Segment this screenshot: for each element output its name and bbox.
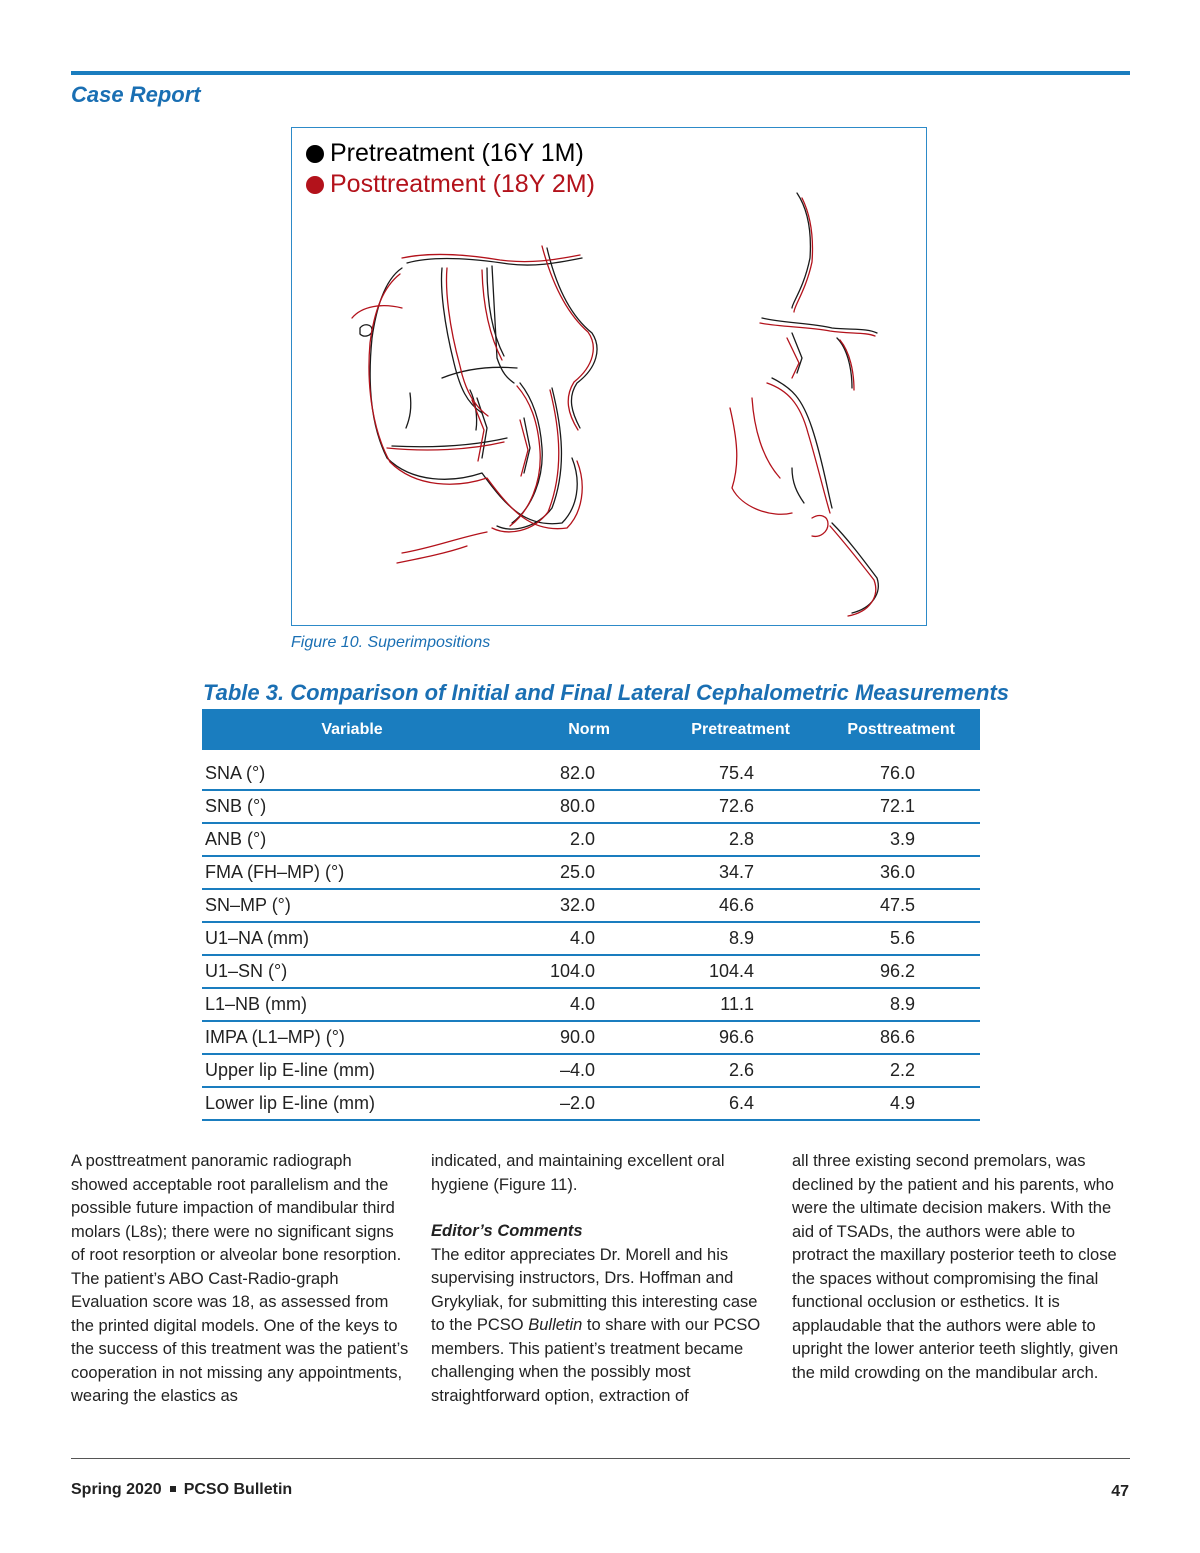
footer-issue [71,1481,292,1499]
cell-norm: 80.0 [502,790,620,823]
cell-norm: 25.0 [502,856,620,889]
table-spacer [202,750,980,758]
cell-posttreatment: 86.6 [820,1021,980,1054]
cell-norm: 104.0 [502,955,620,988]
cell-posttreatment: 36.0 [820,856,980,889]
cell-pretreatment: 96.6 [620,1021,820,1054]
cell-variable: SN–MP (°) [202,889,502,922]
cell-variable: ANB (°) [202,823,502,856]
column-header-posttreatment: Posttreatment [820,709,980,750]
legend-label-pretreatment: Pretreatment (16Y 1M) [330,139,584,167]
cell-posttreatment: 96.2 [820,955,980,988]
cephalometric-table [202,709,980,1121]
cell-norm: 32.0 [502,889,620,922]
cell-posttreatment: 3.9 [820,823,980,856]
cell-norm: –2.0 [502,1087,620,1120]
cell-norm: 2.0 [502,823,620,856]
cell-variable: U1–SN (°) [202,955,502,988]
legend-item-posttreatment [306,169,595,200]
body-column-1 [71,1150,411,1409]
legend-label-posttreatment: Posttreatment (18Y 2M) [330,170,595,198]
footer-season: Spring 2020 [71,1481,162,1498]
pretreatment-tracing [360,193,878,613]
table-row [202,758,980,790]
cell-variable: U1–NA (mm) [202,922,502,955]
cell-pretreatment: 34.7 [620,856,820,889]
header-rule [71,71,1130,75]
cell-norm: 4.0 [502,922,620,955]
cell-norm: 82.0 [502,758,620,790]
editor-text-a: The editor appreciates Dr. Morell and his supervising instructors, Drs. Hoffman and Grykyliak, for submitting this interesting case to the PCSO [431,1245,758,1334]
legend-dot-posttreatment [306,176,324,194]
table-row [202,1054,980,1087]
table-row [202,1021,980,1054]
body-paragraph-1: A posttreatment panoramic radiograph showed acceptable root parallelism and the possible future impaction of mandibular third molars (L8s); there were no significant signs of root resorption or alveolar bone resorption. The patient’s ABO Cast-Radio-graph Evaluation score was 18, as assessed from the printed digital models. One of the keys to the success of this treatment was the patient’s cooperation in not missing any appointments, wearing the elastics as [71,1152,409,1405]
table-row [202,889,980,922]
column-header-norm: Norm [502,709,620,750]
cell-posttreatment: 76.0 [820,758,980,790]
table-row [202,922,980,955]
figure-caption: Figure 10. Superimpositions [291,634,491,651]
table-row [202,790,980,823]
cell-pretreatment: 8.9 [620,922,820,955]
cell-posttreatment: 2.2 [820,1054,980,1087]
cell-norm: 4.0 [502,988,620,1021]
column-header-variable: Variable [202,709,502,750]
cell-pretreatment: 2.8 [620,823,820,856]
editor-comments-heading: Editor’s Comments [431,1222,583,1240]
cell-norm: 90.0 [502,1021,620,1054]
cell-posttreatment: 47.5 [820,889,980,922]
table-row [202,856,980,889]
body-column-2 [431,1150,771,1408]
cell-pretreatment: 46.6 [620,889,820,922]
footer-publication: PCSO Bulletin [183,1481,293,1498]
body-paragraph-2: indicated, and maintaining excellent oral hygiene (Figure 11). [431,1152,725,1194]
cell-variable: IMPA (L1–MP) (°) [202,1021,502,1054]
table-row [202,1087,980,1120]
cell-variable: SNA (°) [202,758,502,790]
superimposition-figure [291,127,927,626]
editor-comments-paragraph [431,1244,771,1409]
posttreatment-tracing [352,198,876,616]
table-body [202,750,980,1120]
column-header-pretreatment: Pretreatment [620,709,820,750]
cell-pretreatment: 104.4 [620,955,820,988]
bulletin-title: Bulletin [528,1316,583,1334]
table-title: Table 3. Comparison of Initial and Final Lateral Cephalometric Measurements [203,680,1010,705]
editor-text-b: to share with our PCSO members. This patient’s treatment became challenging when the possibly most straightforward option, extraction of [431,1316,761,1405]
cell-variable: FMA (FH–MP) (°) [202,856,502,889]
cell-posttreatment: 8.9 [820,988,980,1021]
table-spacer-cell [202,750,980,758]
table-row [202,823,980,856]
cephalometric-tracing [292,128,926,625]
cell-norm: –4.0 [502,1054,620,1087]
legend-item-pretreatment [306,138,595,169]
cell-posttreatment: 72.1 [820,790,980,823]
legend-dot-pretreatment [306,145,324,163]
cell-variable: L1–NB (mm) [202,988,502,1021]
cell-pretreatment: 75.4 [620,758,820,790]
cell-variable: Lower lip E-line (mm) [202,1087,502,1120]
cell-variable: SNB (°) [202,790,502,823]
table-row [202,988,980,1021]
body-column-3 [792,1150,1132,1385]
cell-posttreatment: 4.9 [820,1087,980,1120]
cell-pretreatment: 72.6 [620,790,820,823]
figure-legend [306,138,595,200]
cell-pretreatment: 11.1 [620,988,820,1021]
cell-pretreatment: 6.4 [620,1087,820,1120]
page-number: 47 [1111,1483,1129,1500]
footer-rule [71,1458,1130,1459]
section-label: Case Report [71,82,201,107]
cell-posttreatment: 5.6 [820,922,980,955]
footer-separator-icon [170,1486,176,1492]
table-row [202,955,980,988]
body-paragraph-3: all three existing second premolars, was declined by the patient and his parents, who were the ultimate decision makers. With the aid of TSADs, the authors were able to protract the maxillary posterior teeth to close the spaces without compromising the final functional occlusion or esthetics. It is applaudable that the authors were able to upright the lower anterior teeth slightly, given the mild crowding on the mandibular arch. [792,1152,1119,1382]
cell-variable: Upper lip E-line (mm) [202,1054,502,1087]
cell-pretreatment: 2.6 [620,1054,820,1087]
